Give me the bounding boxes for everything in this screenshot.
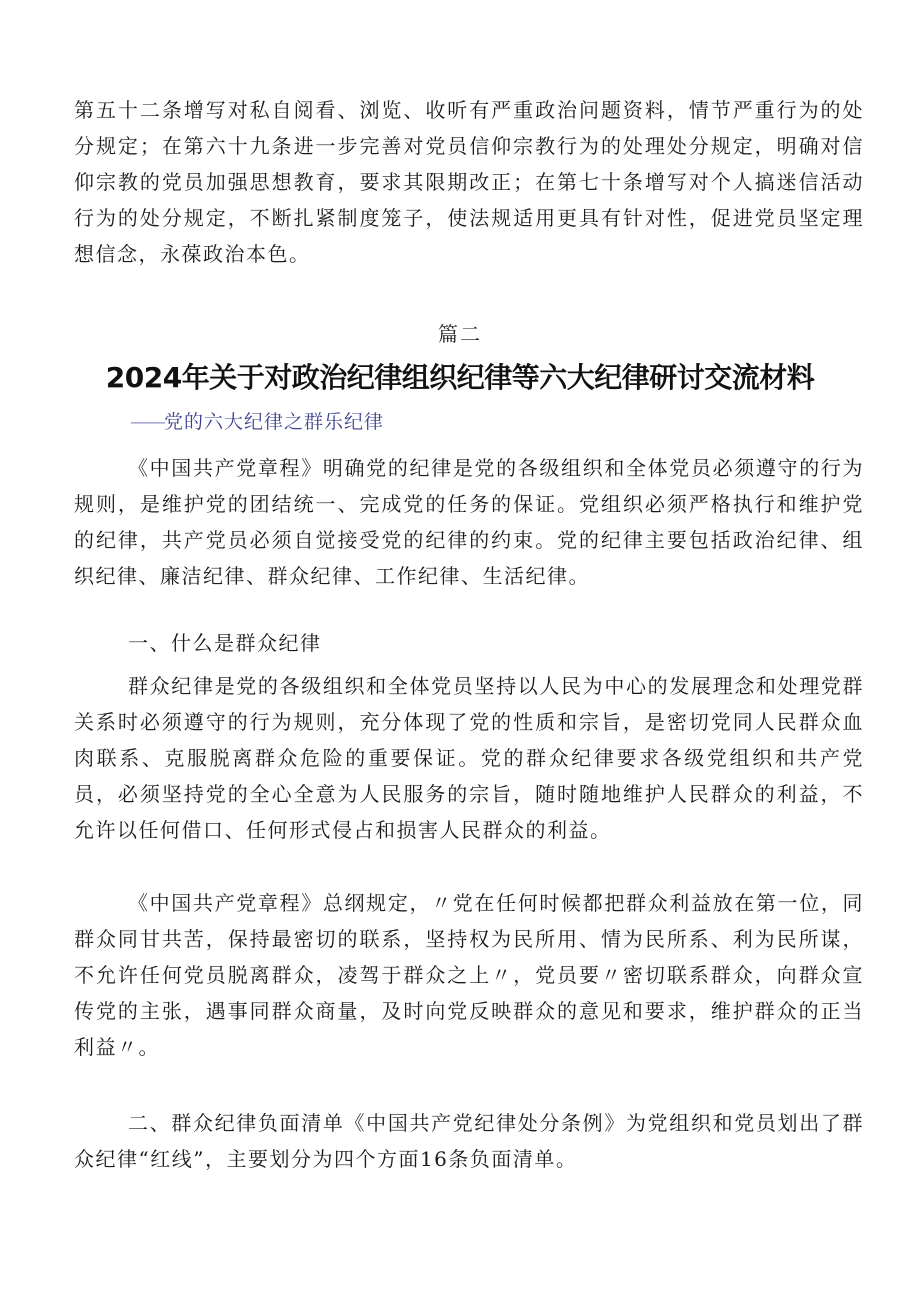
subtitle-dash: —— — [130, 411, 164, 433]
paragraph-mass-discipline: 群众纪律是党的各级组织和全体党员坚持以人民为中心的发展理念和处理党群关系时必须遵守的行为规则，充分体现了党的性质和宗旨，是密切党同人民群众血肉联系、克服脱离群众危险的重要保证。党的群众纪律要求各级党组织和共产党员，必须坚持党的全心全意为人民服务的宗旨，随时随地维护人民群众的利益，不允许以任何借口、任何形式侵占和损害人民群众的利益。 — [74, 674, 864, 842]
paragraph-general-program: 《中国共产党章程》总纲规定，〃党在任何时候都把群众利益放在第一位，同群众同甘共苦，保持最密切的联系，坚持权为民所用、情为民所系、利为民所谋，不允许任何党员脱离群众，凌驾于群众之上〃，党员要〃密切联系群众，向群众宣传党的主张，遇事同群众商量，及时向党反映群众的意见和要求，维护群众的正当利益〃。 — [74, 891, 864, 1059]
document-title: 2024年关于对政治纪律组织纪律等六大纪律研讨交流材料 — [105, 361, 815, 394]
paragraph-negative-list: 二、群众纪律负面清单《中国共产党纪律处分条例》为党组织和党员划出了群众纪律“红线”，主要划分为四个方面16条负面清单。 — [74, 1111, 864, 1171]
paragraph-charter: 《中国共产党章程》明确党的纪律是党的各级组织和全体党员必须遵守的行为规则，是维护党的团结统一、完成党的任务的保证。党组织必须严格执行和维护党的纪律，共产党员必须自觉接受党的纪律的约束。党的纪律主要包括政治纪律、组织纪律、廉洁纪律、群众纪律、工作纪律、生活纪律。 — [74, 456, 864, 588]
heading-what-is-mass-discipline: 一、什么是群众纪律 — [128, 631, 322, 655]
subtitle — [130, 406, 384, 438]
section-label: 篇二 — [438, 322, 482, 346]
intro-paragraph: 第五十二条增写对私自阅看、浏览、收听有严重政治问题资料，情节严重行为的处分规定；在第六十九条进一步完善对党员信仰宗教行为的处理处分规定，明确对信仰宗教的党员加强思想教育，要求其限期改正；在第七十条增写对个人搞迷信活动行为的处分规定，不断扎紧制度笼子，使法规适用更具有针对性，促进党员坚定理想信念，永葆政治本色。 — [74, 98, 864, 266]
subtitle-text: 党的六大纪律之群乐纪律 — [164, 411, 385, 433]
